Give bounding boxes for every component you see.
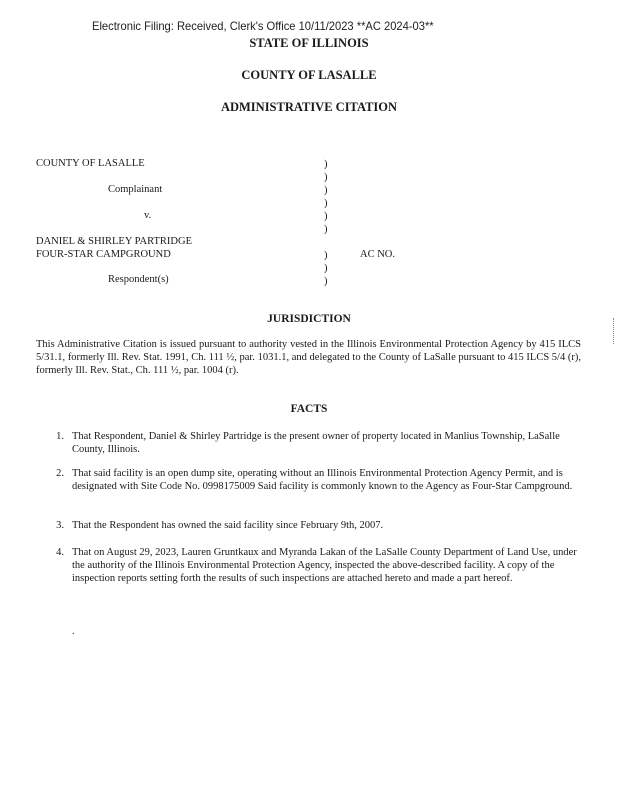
document-type-title: ADMINISTRATIVE CITATION	[220, 100, 398, 114]
facts-heading: FACTS	[290, 403, 328, 415]
stray-mark: .	[72, 626, 75, 637]
fact-number: 3.	[56, 520, 64, 531]
county-title: COUNTY OF LASALLE	[241, 68, 377, 82]
jurisdiction-heading: JURISDICTION	[267, 313, 351, 325]
electronic-filing-stamp: Electronic Filing: Received, Clerk's Office 10/11/2023 **AC 2024-03**	[92, 19, 434, 33]
fact-number: 1.	[56, 431, 64, 442]
ac-number-label: AC NO.	[360, 249, 396, 260]
caption-parentheses-lower: ) ) )	[324, 250, 328, 287]
fact-text: That said facility is an open dump site, operating without an Illinois Environmental Protection Agency Permit, and is designated with Site Code No. 0998175009 Said facility is commonly known to the Agency as Four-Star Campground.	[72, 468, 573, 492]
versus-label: v.	[144, 210, 152, 221]
respondent-name: DANIEL & SHIRLEY PARTRIDGE	[36, 236, 192, 247]
fact-number: 4.	[56, 547, 64, 558]
complainant-role: Complainant	[108, 184, 163, 195]
state-title: STATE OF ILLINOIS	[249, 36, 369, 50]
jurisdiction-paragraph: This Administrative Citation is issued pursuant to authority vested in the Illinois Environmental Protection Agency by 415 ILCS 5/31.1, formerly Ill. Rev. Stat. 1991, Ch. 111 ½, par. 1031.1, and delegated to the County of LaSalle pursuant to 415 ILCS 5/4 (r), formerly Ill. Rev. Stat., Ch. 111 ½, par. 1004 (r).	[36, 339, 581, 376]
complainant-name: COUNTY OF LASALLE	[36, 158, 145, 169]
scan-edge-mark	[613, 318, 615, 344]
caption-parentheses-upper: ) ) ) ) ) )	[324, 159, 328, 235]
fact-text: That the Respondent has owned the said facility since February 9th, 2007.	[72, 520, 384, 531]
fact-number: 2.	[56, 468, 64, 479]
respondent-role: Respondent(s)	[108, 274, 169, 285]
fact-text: That Respondent, Daniel & Shirley Partridge is the present owner of property located in Manlius Township, LaSalle County, Illinois.	[72, 431, 560, 455]
respondent-business: FOUR-STAR CAMPGROUND	[36, 249, 171, 260]
fact-text: That on August 29, 2023, Lauren Gruntkaux and Myranda Lakan of the LaSalle County Department of Land Use, under the authority of the Illinois Environmental Protection Agency, inspected the above-described facility. A copy of the inspection reports setting forth the results of such inspections are attached hereto and made a part hereof.	[72, 547, 577, 584]
